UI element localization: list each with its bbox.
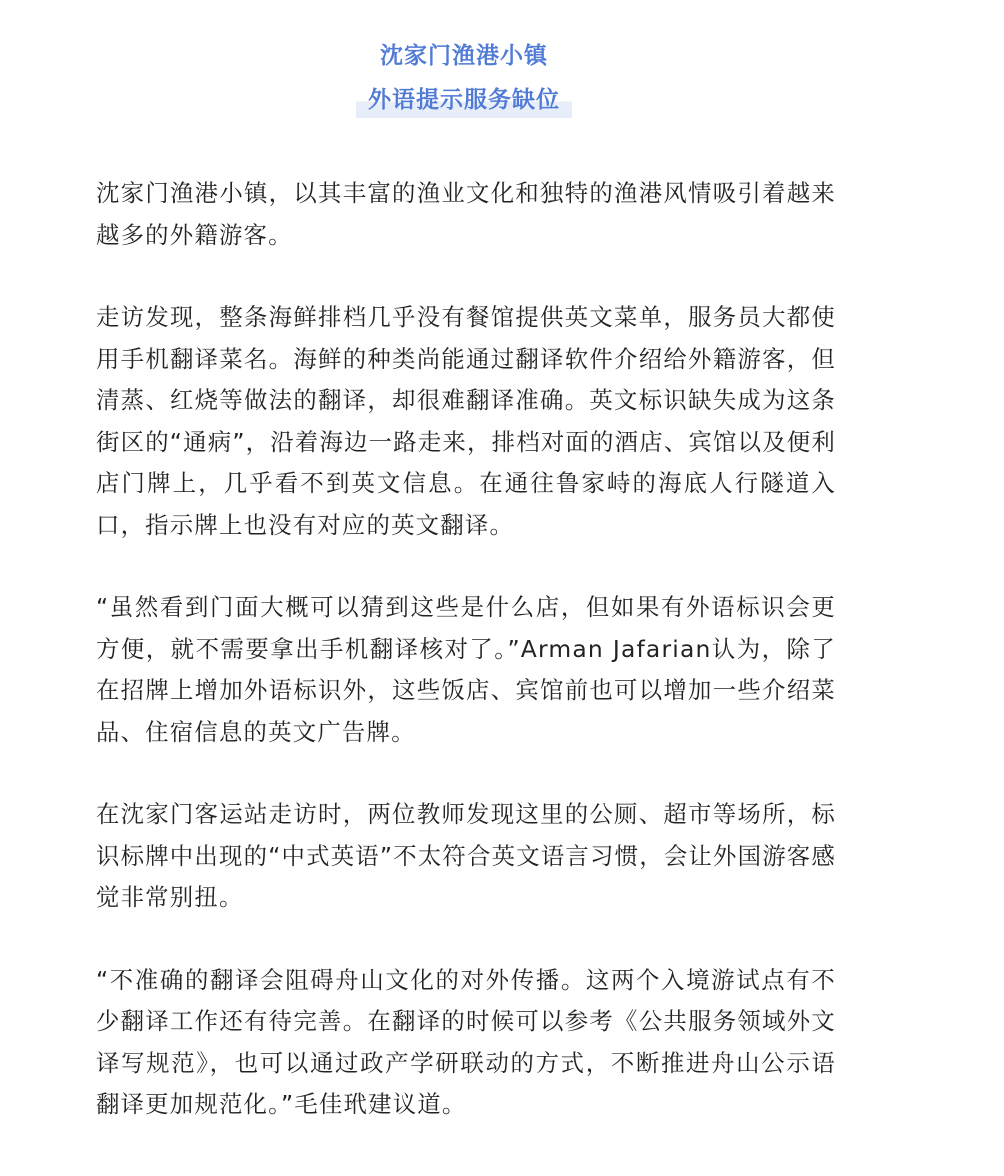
article-header bbox=[0, 40, 928, 118]
paragraph-quote-visitor: “虽然看到门面大概可以猜到这些是什么店，但如果有外语标识会更方便，就不需要拿出手机翻译核对了。”Arman Jafarian认为，除了在招牌上增加外语标识外，这些饭店、宾馆前也可以增加一些介绍菜品、住宿信息的英文广告牌。 bbox=[96, 593, 836, 746]
paragraph-intro: 沈家门渔港小镇，以其丰富的渔业文化和独特的渔港风情吸引着越来越多的外籍游客。 bbox=[96, 179, 836, 249]
page-subtitle: 外语提示服务缺位 bbox=[356, 84, 572, 118]
page-title: 沈家门渔港小镇 bbox=[380, 43, 548, 69]
paragraph-station: 在沈家门客运站走访时，两位教师发现这里的公厕、超市等场所，标识标牌中出现的“中式英语”不太符合英文语言习惯，会让外国游客感觉非常别扭。 bbox=[96, 800, 836, 911]
paragraph-findings: 走访发现，整条海鲜排档几乎没有餐馆提供英文菜单，服务员大都使用手机翻译菜名。海鲜的种类尚能通过翻译软件介绍给外籍游客，但清蒸、红烧等做法的翻译，却很难翻译准确。英文标识缺失成为这条街区的“通病”，沿着海边一路走来，排档对面的酒店、宾馆以及便利店门牌上，几乎看不到英文信息。在通往鲁家峙的海底人行隧道入口，指示牌上也没有对应的英文翻译。 bbox=[96, 303, 836, 539]
paragraph-suggestion: “不准确的翻译会阻碍舟山文化的对外传播。这两个入境游试点有不少翻译工作还有待完善。在翻译的时候可以参考《公共服务领域外文译写规范》，也可以通过政产学研联动的方式，不断推进舟山公示语翻译更加规范化。”毛佳玳建议道。 bbox=[96, 965, 836, 1118]
article-body bbox=[96, 173, 836, 1167]
